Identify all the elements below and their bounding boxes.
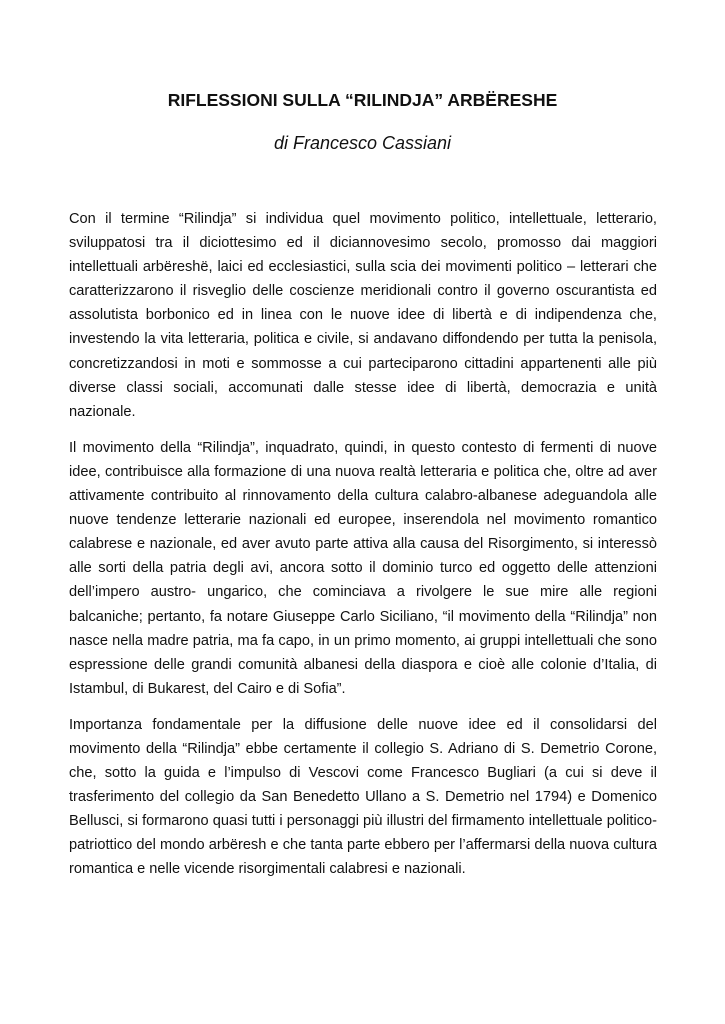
document-body bbox=[69, 207, 657, 894]
document-title: RIFLESSIONI SULLA “RILINDJA” ARBËRESHE bbox=[167, 90, 558, 110]
paragraph-2: Il movimento della “Rilindja”, inquadrato, quindi, in questo contesto di fermenti di nuove idee, contribuisce alla formazione di una nuova realtà letteraria e politica che, oltre ad aver attivamente contribuito al rinnovamento della cultura calabro-albanese adeguandola alle nuove tendenze letterarie nazionali ed europee, inserendola nel movimento romantico calabrese e nazionale, ed aver avuto parte attiva alla causa del Risorgimento, si interessò alle sorti della patria degli avi, ancora sotto il dominio turco ed oggetto delle attenzioni dell’impero austro- ungarico, che cominciava a rivolgere le sue mire alle regioni balcaniche; pertanto, fa notare Giuseppe Carlo Siciliano, “il movimento della “Rilindja” non nasce nella madre patria, ma fa capo, in un primo momento, ai gruppi intellettuali che sono espressione delle grandi comunità albanesi della diaspora e cioè alle colonie d’Italia, di Istambul, di Bukarest, del Cairo e di Sofia”. bbox=[69, 439, 657, 697]
paragraph-1: Con il termine “Rilindja” si individua quel movimento politico, intellettuale, letterario, sviluppatosi tra il diciottesimo ed il diciannovesimo secolo, promosso dai maggiori intellettuali arbëreshë, laici ed ecclesiastici, sulla scia dei movimenti politico – letterari che caratterizzarono il risveglio delle coscienze meridionali contro il governo oscurantista ed assolutista borbonico ed in linea con le nuove idee di libertà e di indipendenza che, investendo la vita letteraria, politica e civile, si andavano diffondendo per tutta la penisola, concretizzandosi in moti e sommosse a cui parteciparono cittadini appartenenti alle più diverse classi sociali, accomunati dalle stesse idee di libertà, democrazia e unità nazionale. bbox=[69, 211, 657, 420]
document-author: di Francesco Cassiani bbox=[273, 133, 452, 153]
paragraph-3: Importanza fondamentale per la diffusione delle nuove idee ed il consolidarsi del movimento della “Rilindja” ebbe certamente il collegio S. Adriano di S. Demetrio Corone, che, sotto la guida e l’impulso di Vescovi come Francesco Bugliari (a cui si deve il trasferimento del collegio da San Benedetto Ullano a S. Demetrio nel 1794) e Domenico Bellusci, si formarono quasi tutti i personaggi più illustri del firmamento intellettuale politico-patriottico del mondo arbëresh e che tanta parte ebbero per l’affermarsi della nuova cultura romantica e nelle vicende risorgimentali calabresi e nazionali. bbox=[69, 716, 657, 878]
